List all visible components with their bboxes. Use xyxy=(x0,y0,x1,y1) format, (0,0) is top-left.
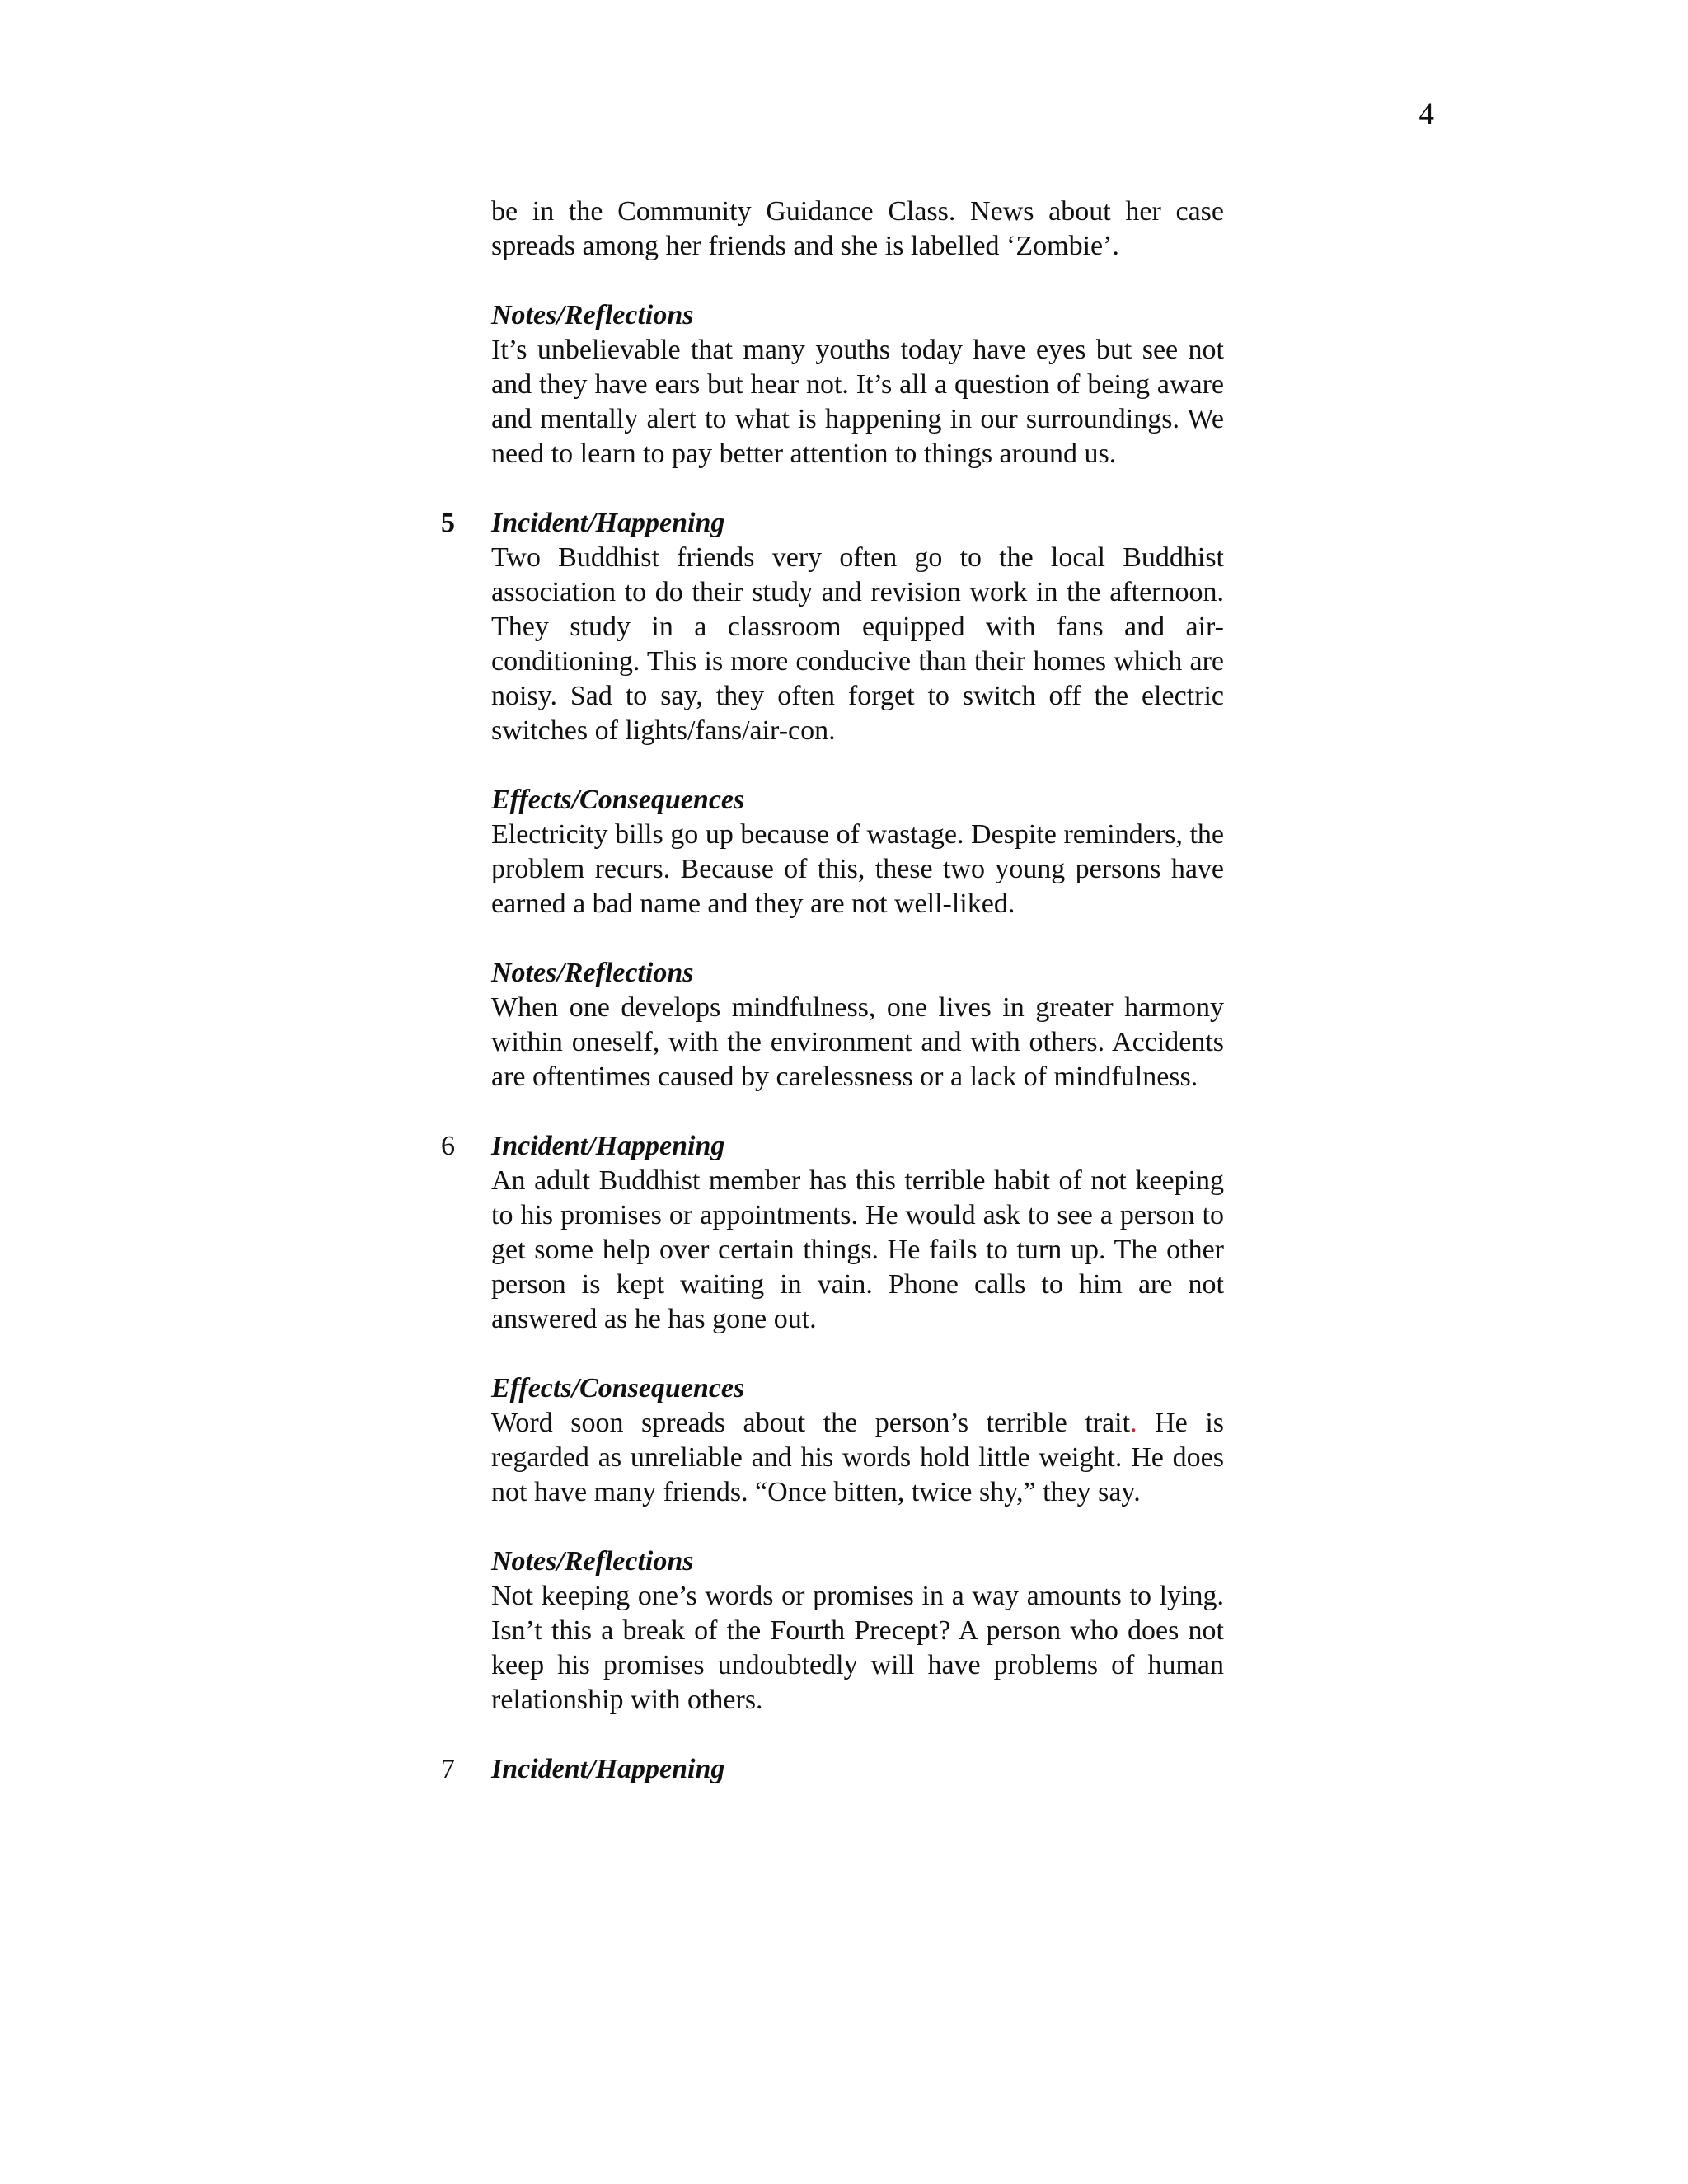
item-5 xyxy=(441,506,1224,541)
spacer xyxy=(491,471,1224,506)
spacer xyxy=(491,1718,1224,1752)
intro-paragraph: be in the Community Guidance Class. News about her case spreads among her friends and she is labelled ‘Zombie’. xyxy=(491,196,1224,261)
page-number: 4 xyxy=(1418,97,1434,131)
spacer xyxy=(491,1337,1224,1371)
item-number: 6 xyxy=(441,1131,455,1161)
effects-paragraph: Electricity bills go up because of wastage. Despite reminders, the problem recurs. Because of this, these two young persons have earned a bad name and they are not well-liked. xyxy=(491,819,1224,919)
notes-heading: Notes/Reflections xyxy=(491,300,694,330)
effects-paragraph xyxy=(491,1406,1224,1510)
effects-heading: Effects/Consequences xyxy=(491,1373,745,1404)
notes-paragraph: It’s unbelievable that many youths today have eyes but see not and they have ears but hear not. It’s all a question of being aware and mentally alert to what is happening in our surroundings. We need to learn to pay better attention to things around us. xyxy=(491,335,1224,469)
spacer xyxy=(491,748,1224,783)
spacer xyxy=(491,264,1224,298)
effects-text-start: Word soon spreads about the person’s terrible trait xyxy=(491,1408,1131,1438)
notes-paragraph: When one develops mindfulness, one lives in greater harmony within oneself, with the environment and with others. Accidents are oftentimes caused by carelessness or a lack of mindfulness. xyxy=(491,992,1224,1092)
effects-heading: Effects/Consequences xyxy=(491,785,745,815)
incident-paragraph: An adult Buddhist member has this terrible habit of not keeping to his promises or appointments. He would ask to see a person to get some help over certain things. He fails to turn up. The other person is kept waiting in vain. Phone calls to him are not answered as he has gone out. xyxy=(491,1165,1224,1334)
notes-paragraph: Not keeping one’s words or promises in a way amounts to lying. Isn’t this a break of the Fourth Precept? A person who does not keep his promises undoubtedly will have problems of human relationship with others. xyxy=(491,1581,1224,1715)
item-number: 7 xyxy=(441,1754,455,1784)
spacer xyxy=(491,1094,1224,1129)
incident-heading: Incident/Happening xyxy=(491,1131,725,1161)
effects-text-end: He is regarded as unreliable and his words hold little weight. He does not have many friends. “Once bitten, twice shy,” they say. xyxy=(491,1408,1225,1507)
item-6 xyxy=(441,1129,1224,1164)
spacer xyxy=(491,921,1224,956)
incident-paragraph: Two Buddhist friends very often go to the local Buddhist association to do their study and revision work in the afternoon. They study in a classroom equipped with fans and air-conditioning. This is more conducive than their homes which are noisy. Sad to say, they often forget to switch off the electric switches of lights/fans/air-con. xyxy=(491,542,1224,746)
notes-heading: Notes/Reflections xyxy=(491,1546,694,1577)
notes-heading: Notes/Reflections xyxy=(491,958,694,988)
item-7 xyxy=(441,1752,1224,1787)
red-period: . xyxy=(1130,1408,1137,1438)
incident-heading: Incident/Happening xyxy=(491,508,725,538)
item-number: 5 xyxy=(441,508,455,538)
document-body xyxy=(441,194,1225,1787)
incident-heading: Incident/Happening xyxy=(491,1754,725,1784)
spacer xyxy=(491,1510,1224,1544)
